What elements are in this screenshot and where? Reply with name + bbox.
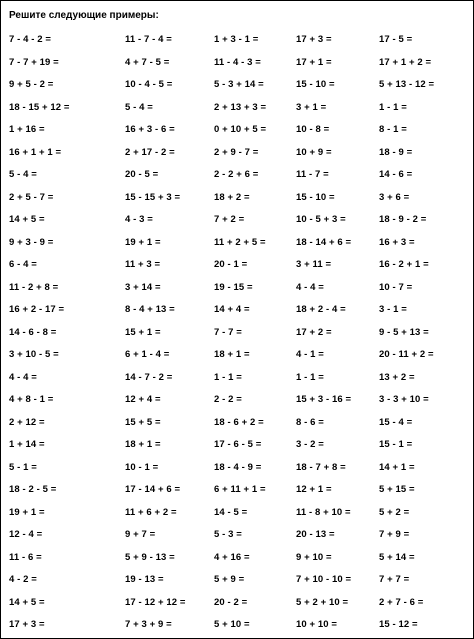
problem-r7-c2: 20 - 5 = — [125, 169, 159, 180]
problem-r16-c1: 4 - 4 = — [9, 371, 37, 383]
problem-r19-c3: 17 - 6 - 5 = — [214, 439, 262, 450]
problem-r2-c1: 7 - 7 + 19 = — [9, 56, 59, 68]
problem-r19-c1: 1 + 14 = — [9, 439, 45, 450]
problem-r17-c3: 2 - 2 = — [214, 394, 242, 405]
problem-r10-c2: 19 + 1 = — [125, 236, 161, 248]
problem-r13-c5: 3 - 1 = — [379, 304, 407, 315]
problem-r10-c4: 18 - 14 + 6 = — [296, 236, 352, 248]
problem-r26-c2: 17 - 12 + 12 = — [125, 596, 186, 608]
problem-r10-c1: 9 + 3 - 9 = — [9, 236, 54, 248]
problem-r3-c3: 5 - 3 + 14 = — [214, 79, 264, 90]
problem-r19-c5: 15 - 1 = — [379, 439, 413, 450]
problem-r9-c3: 7 + 2 = — [214, 214, 245, 225]
problem-r10-c3: 11 + 2 + 5 = — [214, 236, 266, 248]
problem-r14-c4: 17 + 2 = — [296, 326, 332, 338]
problem-r5-c2: 16 + 3 - 6 = — [125, 124, 175, 135]
problem-r9-c4: 10 - 5 + 3 = — [296, 214, 346, 225]
problem-r1-c4: 17 + 3 = — [296, 34, 332, 45]
problem-r15-c3: 18 + 1 = — [214, 349, 250, 360]
problem-r15-c5: 20 - 11 + 2 = — [379, 349, 434, 360]
problem-r1-c2: 11 - 7 - 4 = — [125, 34, 172, 45]
problem-grid — [1, 1, 473, 638]
problem-r25-c3: 5 + 9 = — [214, 574, 245, 585]
problem-r27-c5: 15 - 12 = — [379, 619, 418, 630]
problem-r2-c3: 11 - 4 - 3 = — [214, 56, 261, 68]
problem-r21-c4: 12 + 1 = — [296, 484, 332, 495]
problem-r11-c2: 11 + 3 = — [125, 259, 161, 270]
problem-r9-c5: 18 - 9 - 2 = — [379, 214, 427, 225]
problem-r15-c4: 4 - 1 = — [296, 349, 324, 360]
problem-r12-c2: 3 + 14 = — [125, 281, 161, 293]
problem-r6-c2: 2 + 17 - 2 = — [125, 146, 175, 158]
problem-r13-c2: 8 - 4 + 13 = — [125, 304, 175, 315]
problem-r11-c4: 3 + 11 = — [296, 259, 332, 270]
worksheet-title: Решите следующие примеры: — [9, 10, 159, 21]
problem-r5-c1: 1 + 16 = — [9, 124, 45, 135]
problem-r22-c4: 11 - 8 + 10 = — [296, 506, 351, 518]
problem-r23-c5: 7 + 9 = — [379, 529, 410, 540]
problem-r20-c3: 18 - 4 - 9 = — [214, 461, 262, 473]
problem-r25-c4: 7 + 10 - 10 = — [296, 574, 352, 585]
problem-r1-c3: 1 + 3 - 1 = — [214, 34, 259, 45]
problem-r12-c4: 4 - 4 = — [296, 281, 324, 293]
problem-r23-c3: 5 - 3 = — [214, 529, 242, 540]
problem-r4-c4: 3 + 1 = — [296, 101, 327, 113]
problem-r8-c5: 3 + 6 = — [379, 191, 410, 203]
problem-r20-c2: 10 - 1 = — [125, 461, 159, 473]
problem-r24-c5: 5 + 14 = — [379, 551, 415, 563]
problem-r4-c5: 1 - 1 = — [379, 101, 407, 113]
problem-r23-c2: 9 + 7 = — [125, 529, 156, 540]
problem-r9-c1: 14 + 5 = — [9, 214, 45, 225]
problem-r17-c5: 3 - 3 + 10 = — [379, 394, 429, 405]
problem-r3-c2: 10 - 4 - 5 = — [125, 79, 173, 90]
problem-r27-c2: 7 + 3 + 9 = — [125, 619, 172, 630]
problem-r24-c4: 9 + 10 = — [296, 551, 332, 563]
problem-r24-c1: 11 - 6 = — [9, 551, 42, 563]
problem-r12-c1: 11 - 2 + 8 = — [9, 281, 59, 293]
problem-r12-c5: 10 - 7 = — [379, 281, 413, 293]
problem-r20-c1: 5 - 1 = — [9, 461, 37, 473]
problem-r15-c1: 3 + 10 - 5 = — [9, 349, 59, 360]
problem-r2-c4: 17 + 1 = — [296, 56, 332, 68]
problem-r14-c3: 7 - 7 = — [214, 326, 242, 338]
problem-r8-c3: 18 + 2 = — [214, 191, 250, 203]
problem-r19-c2: 18 + 1 = — [125, 439, 161, 450]
problem-r22-c1: 19 + 1 = — [9, 506, 45, 518]
problem-r5-c5: 8 - 1 = — [379, 124, 407, 135]
problem-r8-c2: 15 - 15 + 3 = — [125, 191, 181, 203]
problem-r15-c2: 6 + 1 - 4 = — [125, 349, 170, 360]
problem-r6-c5: 18 - 9 = — [379, 146, 413, 158]
problem-r3-c1: 9 + 5 - 2 = — [9, 79, 54, 90]
problem-r22-c2: 11 + 6 + 2 = — [125, 506, 177, 518]
problem-r21-c1: 18 - 2 - 5 = — [9, 484, 57, 495]
problem-r13-c3: 14 + 4 = — [214, 304, 250, 315]
problem-r16-c4: 1 - 1 = — [296, 371, 324, 383]
problem-r16-c5: 13 + 2 = — [379, 371, 415, 383]
problem-r12-c3: 19 - 15 = — [214, 281, 253, 293]
problem-r2-c2: 4 + 7 - 5 = — [125, 56, 170, 68]
problem-r6-c4: 10 + 9 = — [296, 146, 332, 158]
problem-r14-c1: 14 - 6 - 8 = — [9, 326, 57, 338]
problem-r7-c4: 11 - 7 = — [296, 169, 329, 180]
problem-r1-c1: 7 - 4 - 2 = — [9, 34, 52, 45]
problem-r4-c1: 18 - 15 + 12 = — [9, 101, 70, 113]
problem-r10-c5: 16 + 3 = — [379, 236, 415, 248]
problem-r23-c4: 20 - 13 = — [296, 529, 335, 540]
problem-r5-c4: 10 - 8 = — [296, 124, 330, 135]
problem-r17-c1: 4 + 8 - 1 = — [9, 394, 54, 405]
problem-r7-c1: 5 - 4 = — [9, 169, 37, 180]
problem-r20-c5: 14 + 1 = — [379, 461, 415, 473]
problem-r25-c1: 4 - 2 = — [9, 574, 37, 585]
problem-r11-c5: 16 - 2 + 1 = — [379, 259, 429, 270]
problem-r13-c1: 16 + 2 - 17 = — [9, 304, 65, 315]
problem-r5-c3: 0 + 10 + 5 = — [214, 124, 267, 135]
problem-r13-c4: 18 + 2 - 4 = — [296, 304, 346, 315]
problem-r18-c5: 15 - 4 = — [379, 416, 413, 428]
problem-r17-c4: 15 + 3 - 16 = — [296, 394, 352, 405]
problem-r27-c1: 17 + 3 = — [9, 619, 45, 630]
problem-r9-c2: 4 - 3 = — [125, 214, 153, 225]
problem-r21-c3: 6 + 11 + 1 = — [214, 484, 266, 495]
problem-r18-c3: 18 - 6 + 2 = — [214, 416, 264, 428]
problem-r11-c1: 6 - 4 = — [9, 259, 37, 270]
problem-r8-c4: 15 - 10 = — [296, 191, 335, 203]
problem-r26-c1: 14 + 5 = — [9, 596, 45, 608]
problem-r14-c2: 15 + 1 = — [125, 326, 161, 338]
problem-r7-c3: 2 - 2 + 6 = — [214, 169, 259, 180]
problem-r2-c5: 17 + 1 + 2 = — [379, 56, 432, 68]
problem-r27-c4: 10 + 10 = — [296, 619, 338, 630]
problem-r8-c1: 2 + 5 - 7 = — [9, 191, 54, 203]
problem-r16-c2: 14 - 7 - 2 = — [125, 371, 173, 383]
problem-r19-c4: 3 - 2 = — [296, 439, 324, 450]
problem-r27-c3: 5 + 10 = — [214, 619, 250, 630]
problem-r4-c3: 2 + 13 + 3 = — [214, 101, 267, 113]
problem-r3-c4: 15 - 10 = — [296, 79, 335, 90]
problem-r11-c3: 20 - 1 = — [214, 259, 248, 270]
problem-r6-c3: 2 + 9 - 7 = — [214, 146, 259, 158]
problem-r24-c2: 5 + 9 - 13 = — [125, 551, 175, 563]
problem-r26-c3: 20 - 2 = — [214, 596, 248, 608]
problem-r4-c2: 5 - 4 = — [125, 101, 153, 113]
problem-r21-c2: 17 - 14 + 6 = — [125, 484, 181, 495]
problem-r6-c1: 16 + 1 + 1 = — [9, 146, 62, 158]
problem-r21-c5: 5 + 15 = — [379, 484, 415, 495]
problem-r26-c4: 5 + 2 + 10 = — [296, 596, 349, 608]
problem-r23-c1: 12 - 4 = — [9, 529, 43, 540]
problem-r17-c2: 12 + 4 = — [125, 394, 161, 405]
problem-r20-c4: 18 - 7 + 8 = — [296, 461, 346, 473]
problem-r25-c5: 7 + 7 = — [379, 574, 410, 585]
problem-r7-c5: 14 - 6 = — [379, 169, 413, 180]
problem-r16-c3: 1 - 1 = — [214, 371, 242, 383]
problem-r14-c5: 9 - 5 + 13 = — [379, 326, 429, 338]
problem-r18-c4: 8 - 6 = — [296, 416, 324, 428]
problem-r25-c2: 19 - 13 = — [125, 574, 164, 585]
problem-r22-c3: 14 - 5 = — [214, 506, 248, 518]
problem-r1-c5: 17 - 5 = — [379, 34, 413, 45]
problem-r18-c1: 2 + 12 = — [9, 416, 45, 428]
problem-r18-c2: 15 + 5 = — [125, 416, 161, 428]
problem-r26-c5: 2 + 7 - 6 = — [379, 596, 424, 608]
problem-r22-c5: 5 + 2 = — [379, 506, 410, 518]
problem-r24-c3: 4 + 16 = — [214, 551, 250, 563]
problem-r3-c5: 5 + 13 - 12 = — [379, 79, 435, 90]
